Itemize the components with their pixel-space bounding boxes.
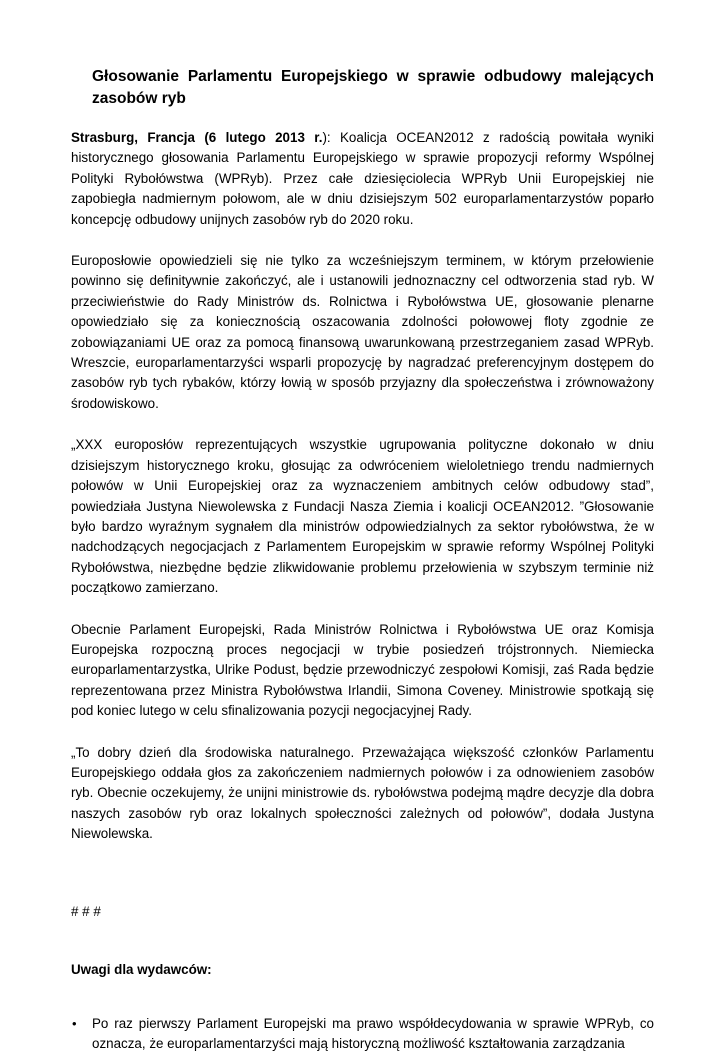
note-item — [71, 1014, 654, 1054]
end-marks: # # # — [71, 903, 101, 919]
bullet-icon: • — [72, 1015, 77, 1031]
notes-heading: Uwagi dla wydawców: — [71, 961, 212, 977]
body-paragraph-4: „To dobry dzień dla środowiska naturalnego. Przeważająca większość członków Parlamentu Europejskiego oddała głos za zakończeniem nadmiernych połowów i za odnowieniem zasobów ryb. Obecnie oczekujemy, że unijni ministrowie ds. rybołówstwa podejmą mądre decyzje dla dobra naszych zasobów ryb oraz lokalnych społeczności zależnych od połowów”, dodała Justyna Niewolewska. — [71, 744, 654, 842]
notes-list — [71, 1014, 654, 1054]
body-paragraph-2: „XXX europosłów reprezentujących wszystkie ugrupowania polityczne dokonało w dniu dzisiejszym historycznego kroku, głosując za odwróceniem wieloletniego trendu nadmiernych połowów w Unii Europejskiej oraz za wyznaczeniem ambitnych celów odbudowy stad”, powiedziała Justyna Niewolewska z Fundacji Nasza Ziemia i koalicji OCEAN2012. ”Głosowanie było bardzo wyraźnym sygnałem dla ministrów odpowiedzialnych za sektor rybołówstwa, że w nadchodzących negocjacjach z Parlamentem Europejskim w sprawie reformy Wspólnej Polityki Rybołówstwa, niezbędne będzie zlikwidowanie problemu przełowienia w szybszym terminie niż początkowo zamierzano. — [71, 437, 654, 596]
body-paragraph-3: Obecnie Parlament Europejski, Rada Ministrów Rolnictwa i Rybołówstwa UE oraz Komisja Europejska rozpoczną proces negocjacji w trybie posiedzeń trójstronnych. Niemiecka europarlamentarzystka, Ulrike Podust, będzie przewodniczyć zespołowi Komisji, zaś Rada będzie reprezentowana przez Ministra Rybołówstwa Irlandii, Simona Coveney. Ministrowie spotkają się pod koniec lutego w celu sfinalizowania pozycji negocjacyjnej Rady. — [71, 621, 654, 719]
note-text: Po raz pierwszy Parlament Europejski ma prawo współdecydowania w sprawie WPRyb, co oznacza, że europarlamentarzyści mają historyczną możliwość kształtowania zarządzania — [92, 1015, 654, 1051]
intro-text: ): Koalicja OCEAN2012 z radością powitała wyniki historycznego głosowania Parlamentu Europejskiego w sprawie propozycji reformy Wspólnej Polityki Rybołówstwa (WPRyb). Przez całe dziesięciolecia WPRyb Unii Europejskiej nie zapobiegła nadmiernym połowom, ale w dniu dzisiejszym 502 europarlamentarzystów poparło koncepcję odbudowy unijnych zasobów ryb do 2020 roku. — [71, 130, 654, 227]
body-paragraph-1: Europosłowie opowiedzieli się nie tylko za wcześniejszym terminem, w którym przełowienie powinno się definitywnie zakończyć, ale i ustanowili jednoznaczny cel odtworzenia stad ryb. W przeciwieństwie do Rady Ministrów ds. Rolnictwa i Rybołówstwa UE, głosowanie plenarne opowiedziało się za koniecznością oszacowania zdolności połowowej floty zgodnie ze zobowiązaniami UE oraz za pomocą finansową uwarunkowaną przestrzeganiem zasad WPRyb. Wreszcie, europarlamentarzyści wsparli propozycję by nagradzać preferencyjnym dostępem do zasobów ryb tych rybaków, którzy łowią w sposób przyjazny dla społeczeństwa i zrównoważony środowiskowo. — [71, 253, 654, 411]
dateline: Strasburg, Francja (6 lutego 2013 r. — [71, 130, 323, 145]
document-title: Głosowanie Parlamentu Europejskiego w sprawie odbudowy malejących zasobów ryb — [92, 68, 654, 107]
intro-paragraph — [71, 128, 654, 230]
